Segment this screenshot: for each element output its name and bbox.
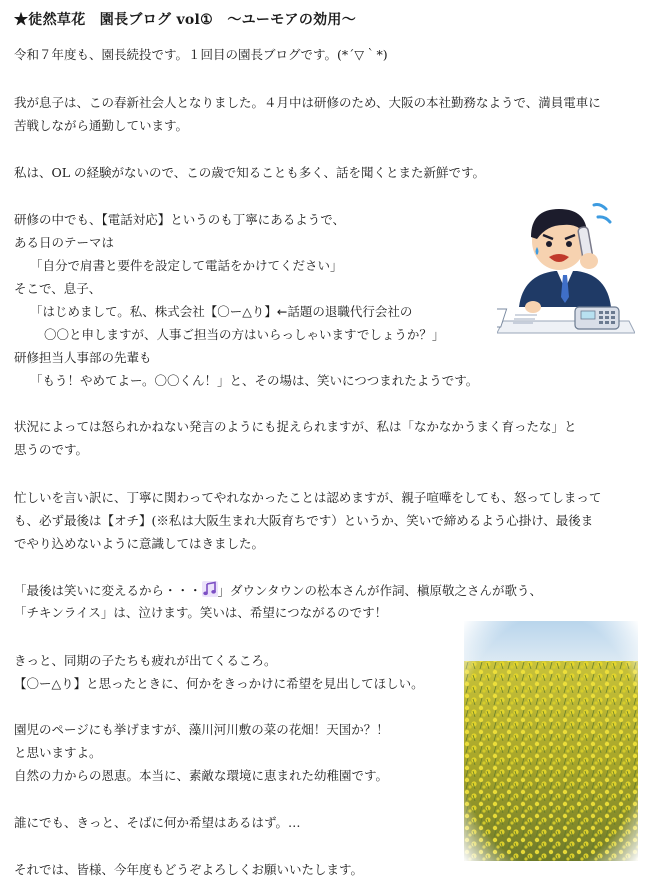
song-credit: 」ダウンタウンの松本さんが作詞、槇原敬之さんが歌う、 xyxy=(217,583,543,598)
paragraph-closing: それでは、皆様、今年度もどうぞよろしくお願いいたします。 xyxy=(14,862,364,877)
paragraph-training-line5 xyxy=(30,303,412,321)
paragraph-son-line2: 苦戦しながら通勤しています。 xyxy=(14,118,189,133)
rapeseed-field-photo xyxy=(464,621,638,861)
paragraph-hope-line2: 【〇ー△り】と思ったときに、何かをきっかけに希望を見出してほしい。 xyxy=(14,676,424,691)
paragraph-hope-line1: きっと、同期の子たちも疲れが出てくるころ。 xyxy=(14,653,277,668)
paragraph-song-line2: 「チキンライス」は、泣けます。笑いは、希望につながるのです！ xyxy=(14,605,388,620)
paragraph-everyone: 誰にでも、きっと、そばに何か希望はあるはず。… xyxy=(14,815,301,830)
paragraph-training-line7: 研修担当人事部の先輩も xyxy=(14,350,152,365)
paragraph-parenting-line1: 忙しいを言い訳に、丁寧に関わってやれなかったことは認めますが、親子喧嘩をしても、怒ってしまって xyxy=(14,490,602,505)
paragraph-parenting-line2: も、必ず最後は【オチ】(※私は大阪生まれ大阪育ちです）というか、笑いで締めるよう心掛け、最後ま xyxy=(14,513,594,528)
paragraph-reaction-line2: 思うのです。 xyxy=(14,442,89,457)
paragraph-son-line1: 我が息子は、この春新社会人となりました。４月中は研修のため、大阪の本社勤務なようで、満員電車に xyxy=(14,95,601,110)
paragraph-training-line2: ある日のテーマは xyxy=(14,235,115,250)
paragraph-field-line1: 園児のページにも挙げますが、藻川河川敷の菜の花畑！天国か？！ xyxy=(14,722,389,737)
quote-company: 「はじめまして。私、株式会社【〇ー△り】 xyxy=(30,304,277,319)
paragraph-ol: 私は、OL の経験がないので、この歳で知ることも多く、話を聞くとまた新鮮です。 xyxy=(14,165,486,180)
paragraph-reaction-line1: 状況によっては怒られかねない発言のようにも捉えられますが、私は「なかなかうまく育ったな」と xyxy=(14,419,577,434)
paragraph-training-line3: 「自分で肩書と要件を設定して電話をかけてください」 xyxy=(30,258,343,273)
paragraph-intro: 令和７年度も、園長続投です。１回目の園長ブログです。(*´▽｀*) xyxy=(14,47,388,62)
paragraph-song-line1 xyxy=(14,581,542,600)
paragraph-field-line2: と思いますよ。 xyxy=(14,745,102,760)
paragraph-training-line4: そこで、息子、 xyxy=(14,281,102,296)
song-quote: 「最後は笑いに変えるから・・・ xyxy=(14,583,202,598)
paragraph-training-line6: 〇〇と申しますが、人事ご担当の方はいらっしゃいますでしょうか？」 xyxy=(44,327,445,342)
paragraph-training-line1: 研修の中でも、【電話対応】というのも丁寧にあるようで、 xyxy=(14,212,346,227)
music-note-icon xyxy=(202,581,218,597)
quote-annotation: ←話題の退職代行会社の xyxy=(276,304,413,319)
paragraph-parenting-line3: でやり込めないように意識してはきました。 xyxy=(14,536,265,551)
paragraph-training-line8: 「もう！やめてよー。〇〇くん！」と、その場は、笑いにつつまれたようです。 xyxy=(30,373,479,388)
paragraph-field-line3: 自然の力からの恩恵。本当に、素敵な環境に恵まれた幼稚園です。 xyxy=(14,768,389,783)
blog-title: ★徒然草花 園長ブログ vol① ～ユーモアの効用～ xyxy=(14,12,357,28)
businessman-phone-illustration xyxy=(497,197,635,349)
